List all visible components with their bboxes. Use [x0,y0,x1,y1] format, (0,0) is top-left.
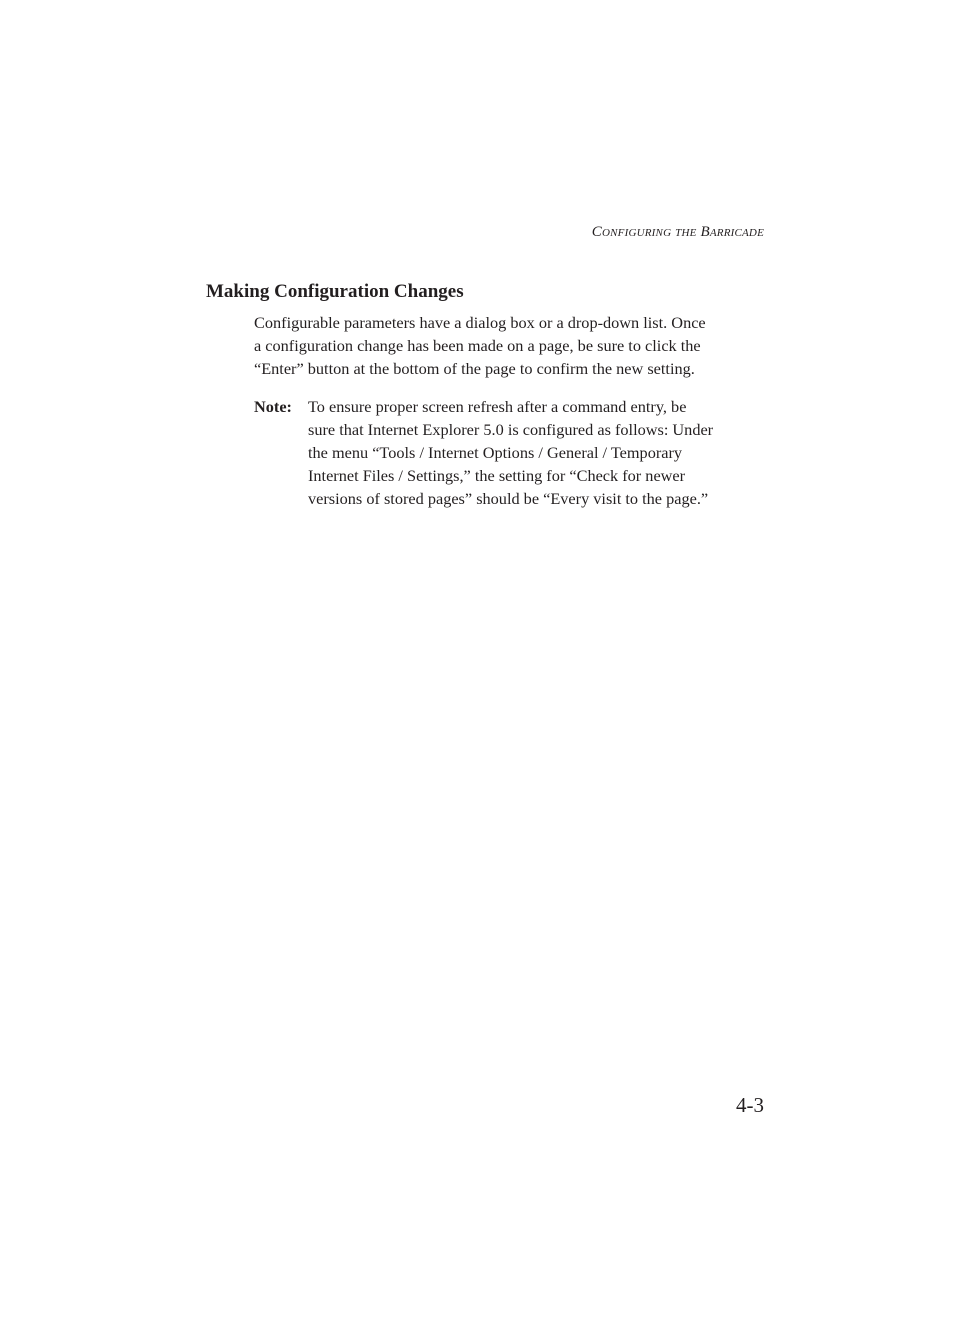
note-block [254,395,766,510]
paragraph-line: Configurable parameters have a dialog box or a drop-down list. Once [254,313,706,332]
note-line: Internet Files / Settings,” the setting for “Check for newer [308,466,686,485]
note-text [308,395,764,510]
note-line: sure that Internet Explorer 5.0 is configured as follows: Under [308,420,714,439]
running-header: Configuring the Barricade [591,224,764,240]
note-line: To ensure proper screen refresh after a command entry, be [308,397,687,416]
body-paragraph [254,311,766,380]
section-title: Making Configuration Changes [206,281,464,302]
paragraph-line: a configuration change has been made on a page, be sure to click the [254,336,701,355]
note-line: versions of stored pages” should be “Every visit to the page.” [308,489,709,508]
note-label: Note: [254,397,292,416]
note-line: the menu “Tools / Internet Options / General / Temporary [308,443,683,462]
paragraph-line: “Enter” button at the bottom of the page to confirm the new setting. [254,359,695,378]
page-number: 4-3 [736,1093,764,1117]
